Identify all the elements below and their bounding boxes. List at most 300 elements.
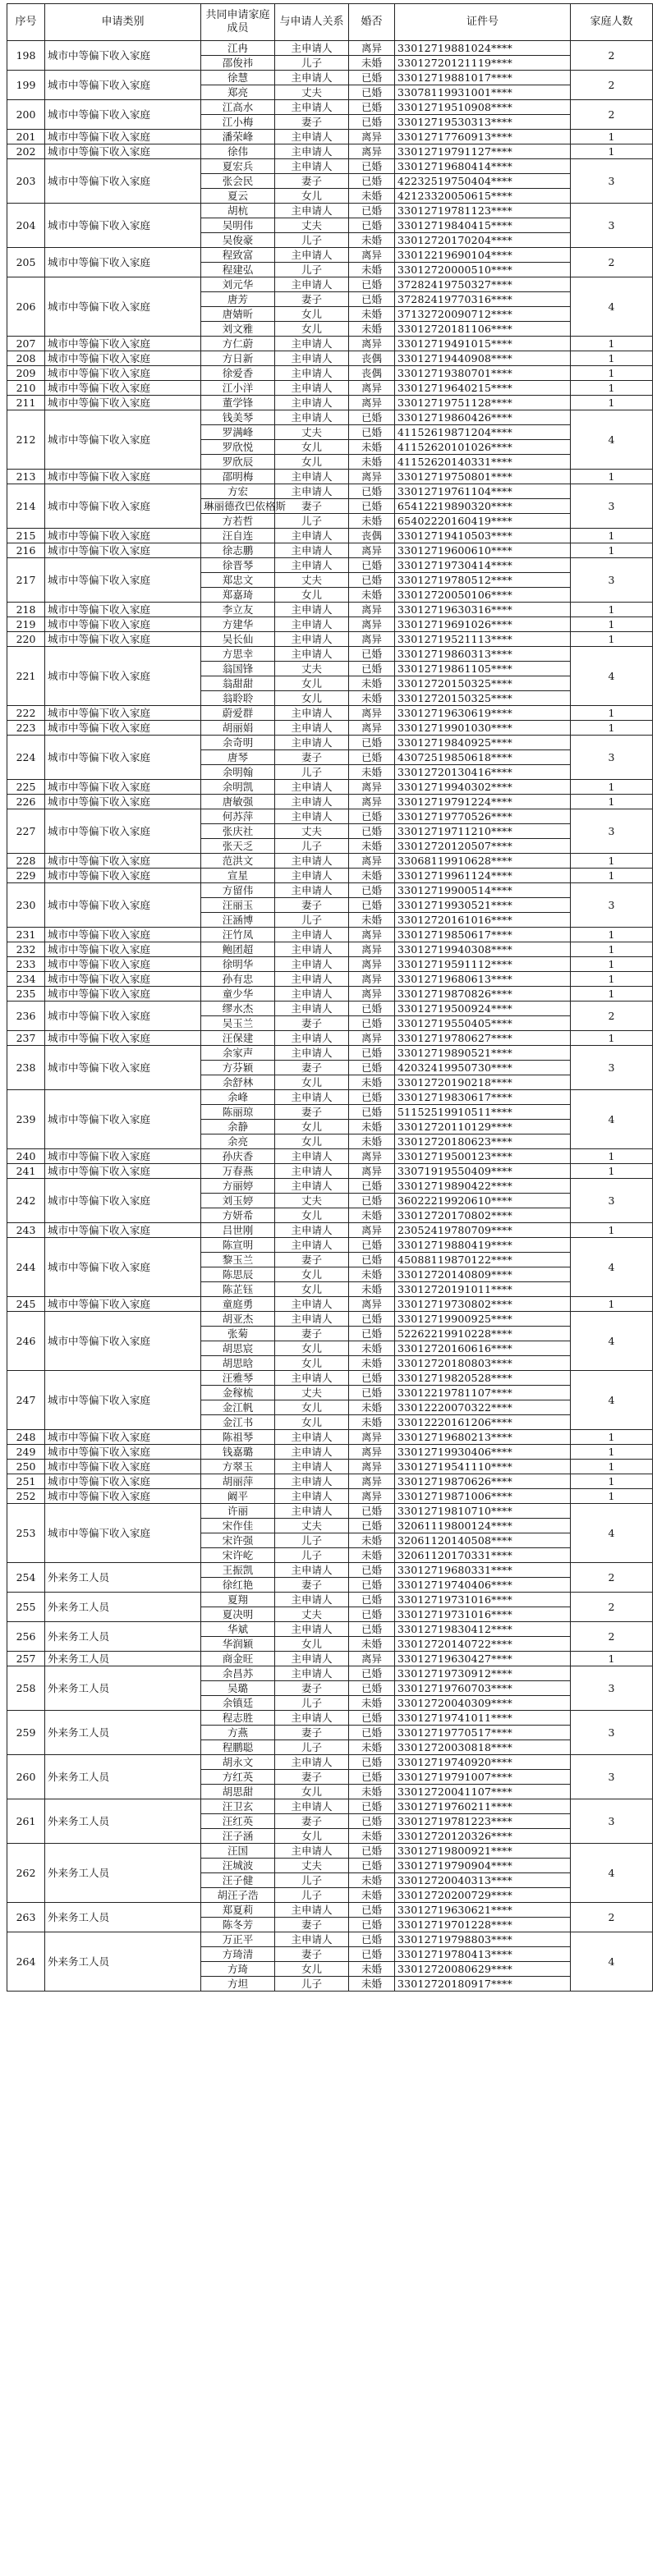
id-number-cell: 33012719521113**** <box>395 632 571 647</box>
member-name-cell: 方仁蔚 <box>201 337 275 351</box>
serial-cell: 255 <box>7 1593 45 1622</box>
id-number-cell: 33012719761104**** <box>395 484 571 499</box>
member-name-cell: 张会民 <box>201 174 275 189</box>
category-cell: 外来务工人员 <box>45 1666 201 1711</box>
table-row <box>7 1932 653 1947</box>
marital-status-cell: 离异 <box>349 144 395 159</box>
member-name-cell: 华斌 <box>201 1622 275 1637</box>
member-name-cell: 宋许屹 <box>201 1548 275 1563</box>
relation-cell: 儿子 <box>275 1548 349 1563</box>
id-number-cell: 33012719410503**** <box>395 529 571 543</box>
relation-cell: 女儿 <box>275 1120 349 1134</box>
serial-cell: 253 <box>7 1504 45 1563</box>
category-cell: 城市中等偏下收入家庭 <box>45 1312 201 1371</box>
family-size-cell: 4 <box>571 647 653 706</box>
relation-cell: 主申请人 <box>275 1312 349 1327</box>
family-size-cell: 3 <box>571 1799 653 1844</box>
id-number-cell: 42032419950730**** <box>395 1061 571 1075</box>
relation-cell: 儿子 <box>275 913 349 928</box>
member-name-cell: 张庆社 <box>201 824 275 839</box>
marital-status-cell: 离异 <box>349 248 395 263</box>
marital-status-cell: 离异 <box>349 396 395 410</box>
relation-cell: 妻子 <box>275 1016 349 1031</box>
relation-cell: 妻子 <box>275 1726 349 1740</box>
relation-cell: 丈夫 <box>275 573 349 588</box>
id-number-cell: 33012720121119**** <box>395 56 571 71</box>
relation-cell: 丈夫 <box>275 1194 349 1208</box>
table-body <box>7 41 653 1992</box>
relation-cell: 儿子 <box>275 1696 349 1711</box>
member-name-cell: 夏宏兵 <box>201 159 275 174</box>
category-cell: 城市中等偏下收入家庭 <box>45 1297 201 1312</box>
category-cell: 城市中等偏下收入家庭 <box>45 854 201 869</box>
serial-cell: 205 <box>7 248 45 277</box>
relation-cell: 主申请人 <box>275 1666 349 1681</box>
member-name-cell: 徐慧 <box>201 71 275 85</box>
family-size-cell: 3 <box>571 204 653 248</box>
category-cell: 外来务工人员 <box>45 1755 201 1799</box>
relation-cell: 妻子 <box>275 1770 349 1785</box>
member-name-cell: 吕世刚 <box>201 1223 275 1238</box>
category-cell: 城市中等偏下收入家庭 <box>45 529 201 543</box>
member-name-cell: 余舒林 <box>201 1075 275 1090</box>
id-number-cell: 33012719791224**** <box>395 795 571 809</box>
member-name-cell: 程致富 <box>201 248 275 263</box>
marital-status-cell: 已婚 <box>349 1755 395 1770</box>
member-name-cell: 陈思辰 <box>201 1267 275 1282</box>
relation-cell: 女儿 <box>275 1829 349 1844</box>
marital-status-cell: 未婚 <box>349 440 395 455</box>
marital-status-cell: 已婚 <box>349 647 395 662</box>
relation-cell: 主申请人 <box>275 632 349 647</box>
table-row <box>7 529 653 543</box>
family-size-cell: 1 <box>571 869 653 883</box>
id-number-cell: 42232519750404**** <box>395 174 571 189</box>
marital-status-cell: 已婚 <box>349 1090 395 1105</box>
family-size-cell: 1 <box>571 337 653 351</box>
marital-status-cell: 未婚 <box>349 1120 395 1134</box>
member-name-cell: 吴长仙 <box>201 632 275 647</box>
member-name-cell: 徐志鹏 <box>201 543 275 558</box>
member-name-cell: 汪自连 <box>201 529 275 543</box>
table-row <box>7 1652 653 1666</box>
family-size-cell: 4 <box>571 1090 653 1149</box>
id-number-cell: 36022219920610**** <box>395 1194 571 1208</box>
id-number-cell: 33012220161206**** <box>395 1415 571 1430</box>
relation-cell: 女儿 <box>275 322 349 337</box>
relation-cell: 主申请人 <box>275 1430 349 1445</box>
member-name-cell: 程建弘 <box>201 263 275 277</box>
category-cell: 城市中等偏下收入家庭 <box>45 721 201 736</box>
category-cell: 城市中等偏下收入家庭 <box>45 1149 201 1164</box>
serial-cell: 216 <box>7 543 45 558</box>
id-number-cell: 33012719861105**** <box>395 662 571 676</box>
id-number-cell: 33012719830617**** <box>395 1090 571 1105</box>
family-size-cell: 2 <box>571 41 653 71</box>
marital-status-cell: 已婚 <box>349 573 395 588</box>
table-row <box>7 1666 653 1681</box>
marital-status-cell: 未婚 <box>349 1400 395 1415</box>
id-number-cell: 33012720140722**** <box>395 1637 571 1652</box>
family-size-cell: 4 <box>571 277 653 337</box>
category-cell: 城市中等偏下收入家庭 <box>45 972 201 987</box>
category-cell: 城市中等偏下收入家庭 <box>45 1090 201 1149</box>
marital-status-cell: 离异 <box>349 795 395 809</box>
relation-cell: 主申请人 <box>275 942 349 957</box>
id-number-cell: 33012719830412**** <box>395 1622 571 1637</box>
member-name-cell: 张菊 <box>201 1327 275 1341</box>
table-row <box>7 1312 653 1327</box>
member-name-cell: 翁国锋 <box>201 662 275 676</box>
family-size-cell: 1 <box>571 144 653 159</box>
member-name-cell: 江小梅 <box>201 115 275 130</box>
member-name-cell: 夏云 <box>201 189 275 204</box>
relation-cell: 妻子 <box>275 1918 349 1932</box>
id-number-cell: 33012719691026**** <box>395 617 571 632</box>
member-name-cell: 余亮 <box>201 1134 275 1149</box>
id-number-cell: 33012719940308**** <box>395 942 571 957</box>
family-size-cell: 3 <box>571 1711 653 1755</box>
member-name-cell: 方翠玉 <box>201 1460 275 1474</box>
marital-status-cell: 已婚 <box>349 558 395 573</box>
header-category: 申请类别 <box>45 4 201 41</box>
family-size-cell: 1 <box>571 972 653 987</box>
relation-cell: 丈夫 <box>275 1519 349 1533</box>
marital-status-cell: 未婚 <box>349 514 395 529</box>
member-name-cell: 徐伟 <box>201 144 275 159</box>
table-row <box>7 1371 653 1386</box>
family-size-cell: 4 <box>571 410 653 470</box>
relation-cell: 主申请人 <box>275 1844 349 1859</box>
id-number-cell: 33012719780413**** <box>395 1947 571 1962</box>
category-cell: 城市中等偏下收入家庭 <box>45 1430 201 1445</box>
member-name-cell: 方宏 <box>201 484 275 499</box>
id-number-cell: 33012719701228**** <box>395 1918 571 1932</box>
family-size-cell: 1 <box>571 854 653 869</box>
table-row <box>7 130 653 144</box>
category-cell: 外来务工人员 <box>45 1652 201 1666</box>
id-number-cell: 33012719630621**** <box>395 1903 571 1918</box>
id-number-cell: 33012719940302**** <box>395 780 571 795</box>
marital-status-cell: 离异 <box>349 41 395 56</box>
family-size-cell: 1 <box>571 795 653 809</box>
marital-status-cell: 未婚 <box>349 307 395 322</box>
marital-status-cell: 已婚 <box>349 1046 395 1061</box>
id-number-cell: 33012719760703**** <box>395 1681 571 1696</box>
marital-status-cell: 离异 <box>349 987 395 1002</box>
serial-cell: 218 <box>7 603 45 617</box>
relation-cell: 女儿 <box>275 1134 349 1149</box>
marital-status-cell: 已婚 <box>349 1253 395 1267</box>
family-size-cell: 4 <box>571 1312 653 1371</box>
marital-status-cell: 已婚 <box>349 1238 395 1253</box>
relation-cell: 女儿 <box>275 1415 349 1430</box>
relation-cell: 主申请人 <box>275 1460 349 1474</box>
relation-cell: 妻子 <box>275 1814 349 1829</box>
table-row <box>7 1622 653 1637</box>
serial-cell: 222 <box>7 706 45 721</box>
relation-cell: 妻子 <box>275 1681 349 1696</box>
member-name-cell: 张天乏 <box>201 839 275 854</box>
marital-status-cell: 已婚 <box>349 883 395 898</box>
serial-cell: 234 <box>7 972 45 987</box>
table-row <box>7 1430 653 1445</box>
id-number-cell: 33012720150325**** <box>395 691 571 706</box>
serial-cell: 202 <box>7 144 45 159</box>
member-name-cell: 徐晋琴 <box>201 558 275 573</box>
table-row <box>7 1031 653 1046</box>
relation-cell: 主申请人 <box>275 100 349 115</box>
member-name-cell: 余昌苏 <box>201 1666 275 1681</box>
relation-cell: 儿子 <box>275 765 349 780</box>
member-name-cell: 吴明伟 <box>201 218 275 233</box>
member-name-cell: 何苏萍 <box>201 809 275 824</box>
family-size-cell: 2 <box>571 1593 653 1622</box>
serial-cell: 257 <box>7 1652 45 1666</box>
marital-status-cell: 已婚 <box>349 1578 395 1593</box>
relation-cell: 主申请人 <box>275 1799 349 1814</box>
family-size-cell: 1 <box>571 1164 653 1179</box>
relation-cell: 主申请人 <box>275 543 349 558</box>
member-name-cell: 陈祖琴 <box>201 1430 275 1445</box>
serial-cell: 217 <box>7 558 45 603</box>
family-size-cell: 1 <box>571 928 653 942</box>
member-name-cell: 程鹏聪 <box>201 1740 275 1755</box>
category-cell: 外来务工人员 <box>45 1903 201 1932</box>
relation-cell: 主申请人 <box>275 854 349 869</box>
member-name-cell: 翁甜甜 <box>201 676 275 691</box>
id-number-cell: 33012720191011**** <box>395 1282 571 1297</box>
table-row <box>7 647 653 662</box>
marital-status-cell: 已婚 <box>349 1947 395 1962</box>
relation-cell: 主申请人 <box>275 883 349 898</box>
marital-status-cell: 离异 <box>349 1031 395 1046</box>
table-row <box>7 543 653 558</box>
relation-cell: 主申请人 <box>275 41 349 56</box>
id-number-cell: 33012719900925**** <box>395 1312 571 1327</box>
relation-cell: 女儿 <box>275 1400 349 1415</box>
header-members: 共同申请家庭成员 <box>201 4 275 41</box>
member-name-cell: 刘玉婷 <box>201 1194 275 1208</box>
marital-status-cell: 已婚 <box>349 204 395 218</box>
id-number-cell: 33012719770517**** <box>395 1726 571 1740</box>
member-name-cell: 郑嘉琦 <box>201 588 275 603</box>
member-name-cell: 汪国 <box>201 1844 275 1859</box>
member-name-cell: 刘元华 <box>201 277 275 292</box>
member-name-cell: 万春燕 <box>201 1164 275 1179</box>
relation-cell: 丈夫 <box>275 662 349 676</box>
serial-cell: 244 <box>7 1238 45 1297</box>
id-number-cell: 33012719901030**** <box>395 721 571 736</box>
category-cell: 城市中等偏下收入家庭 <box>45 617 201 632</box>
member-name-cell: 唐敏强 <box>201 795 275 809</box>
relation-cell: 主申请人 <box>275 396 349 410</box>
marital-status-cell: 已婚 <box>349 1918 395 1932</box>
relation-cell: 女儿 <box>275 588 349 603</box>
serial-cell: 231 <box>7 928 45 942</box>
table-row <box>7 780 653 795</box>
category-cell: 城市中等偏下收入家庭 <box>45 470 201 484</box>
serial-cell: 241 <box>7 1164 45 1179</box>
marital-status-cell: 未婚 <box>349 1696 395 1711</box>
id-number-cell: 33012720120326**** <box>395 1829 571 1844</box>
marital-status-cell: 已婚 <box>349 1016 395 1031</box>
category-cell: 城市中等偏下收入家庭 <box>45 337 201 351</box>
marital-status-cell: 已婚 <box>349 1607 395 1622</box>
serial-cell: 261 <box>7 1799 45 1844</box>
marital-status-cell: 离异 <box>349 543 395 558</box>
serial-cell: 264 <box>7 1932 45 1992</box>
id-number-cell: 33012720080629**** <box>395 1962 571 1977</box>
table-row <box>7 1297 653 1312</box>
category-cell: 外来务工人员 <box>45 1711 201 1755</box>
table-row <box>7 558 653 573</box>
id-number-cell: 33012720050106**** <box>395 588 571 603</box>
id-number-cell: 33012719731016**** <box>395 1607 571 1622</box>
table-row <box>7 617 653 632</box>
table-row <box>7 277 653 292</box>
member-name-cell: 唐琴 <box>201 750 275 765</box>
member-name-cell: 胡永文 <box>201 1755 275 1770</box>
marital-status-cell: 离异 <box>349 721 395 736</box>
relation-cell: 主申请人 <box>275 1622 349 1637</box>
relation-cell: 女儿 <box>275 1282 349 1297</box>
serial-cell: 213 <box>7 470 45 484</box>
id-number-cell: 33012719530313**** <box>395 115 571 130</box>
id-number-cell: 33012719640215**** <box>395 381 571 396</box>
relation-cell: 主申请人 <box>275 410 349 425</box>
marital-status-cell: 离异 <box>349 1297 395 1312</box>
id-number-cell: 33012719630427**** <box>395 1652 571 1666</box>
relation-cell: 主申请人 <box>275 248 349 263</box>
member-name-cell: 蔚爱群 <box>201 706 275 721</box>
serial-cell: 199 <box>7 71 45 100</box>
table-row <box>7 987 653 1002</box>
marital-status-cell: 未婚 <box>349 588 395 603</box>
relation-cell: 女儿 <box>275 1267 349 1282</box>
family-size-cell: 1 <box>571 1430 653 1445</box>
relation-cell: 主申请人 <box>275 1090 349 1105</box>
member-name-cell: 汪雅琴 <box>201 1371 275 1386</box>
id-number-cell: 33012719751128**** <box>395 396 571 410</box>
category-cell: 外来务工人员 <box>45 1563 201 1593</box>
marital-status-cell: 未婚 <box>349 455 395 470</box>
relation-cell: 主申请人 <box>275 972 349 987</box>
relation-cell: 妻子 <box>275 499 349 514</box>
category-cell: 城市中等偏下收入家庭 <box>45 957 201 972</box>
relation-cell: 主申请人 <box>275 159 349 174</box>
id-number-cell: 33012719840415**** <box>395 218 571 233</box>
family-size-cell: 4 <box>571 1844 653 1903</box>
serial-cell: 256 <box>7 1622 45 1652</box>
category-cell: 城市中等偏下收入家庭 <box>45 410 201 470</box>
header-marital: 婚否 <box>349 4 395 41</box>
relation-cell: 主申请人 <box>275 337 349 351</box>
member-name-cell: 方红英 <box>201 1770 275 1785</box>
relation-cell: 主申请人 <box>275 1445 349 1460</box>
marital-status-cell: 已婚 <box>349 1312 395 1327</box>
member-name-cell: 方琦清 <box>201 1947 275 1962</box>
marital-status-cell: 已婚 <box>349 100 395 115</box>
member-name-cell: 吴璐 <box>201 1681 275 1696</box>
serial-cell: 210 <box>7 381 45 396</box>
id-number-cell: 42123320050615**** <box>395 189 571 204</box>
relation-cell: 主申请人 <box>275 351 349 366</box>
table-row <box>7 204 653 218</box>
serial-cell: 221 <box>7 647 45 706</box>
family-size-cell: 1 <box>571 1460 653 1474</box>
serial-cell: 245 <box>7 1297 45 1312</box>
serial-cell: 258 <box>7 1666 45 1711</box>
member-name-cell: 胡杭 <box>201 204 275 218</box>
marital-status-cell: 离异 <box>349 337 395 351</box>
marital-status-cell: 未婚 <box>349 1208 395 1223</box>
id-number-cell: 33012719730414**** <box>395 558 571 573</box>
id-number-cell: 33012720170204**** <box>395 233 571 248</box>
id-number-cell: 23052419780709**** <box>395 1223 571 1238</box>
id-number-cell: 33012720110129**** <box>395 1120 571 1134</box>
id-number-cell: 33068119910628**** <box>395 854 571 869</box>
marital-status-cell: 未婚 <box>349 322 395 337</box>
serial-cell: 204 <box>7 204 45 248</box>
member-name-cell: 胡汪子浩 <box>201 1888 275 1903</box>
marital-status-cell: 未婚 <box>349 1637 395 1652</box>
marital-status-cell: 已婚 <box>349 1799 395 1814</box>
serial-cell: 248 <box>7 1430 45 1445</box>
id-number-cell: 33012719730802**** <box>395 1297 571 1312</box>
member-name-cell: 童少华 <box>201 987 275 1002</box>
family-size-cell: 4 <box>571 1932 653 1992</box>
id-number-cell: 33012719781123**** <box>395 204 571 218</box>
relation-cell: 女儿 <box>275 1208 349 1223</box>
family-size-cell: 1 <box>571 1445 653 1460</box>
relation-cell: 女儿 <box>275 1075 349 1090</box>
id-number-cell: 33012719881017**** <box>395 71 571 85</box>
relation-cell: 主申请人 <box>275 1149 349 1164</box>
relation-cell: 女儿 <box>275 455 349 470</box>
relation-cell: 主申请人 <box>275 795 349 809</box>
member-name-cell: 许丽 <box>201 1504 275 1519</box>
relation-cell: 主申请人 <box>275 558 349 573</box>
member-name-cell: 缪水杰 <box>201 1002 275 1016</box>
category-cell: 城市中等偏下收入家庭 <box>45 277 201 337</box>
relation-cell: 主申请人 <box>275 130 349 144</box>
marital-status-cell: 离异 <box>349 942 395 957</box>
marital-status-cell: 未婚 <box>349 1267 395 1282</box>
id-number-cell: 33012720180917**** <box>395 1977 571 1992</box>
category-cell: 城市中等偏下收入家庭 <box>45 883 201 928</box>
id-number-cell: 52262219910228**** <box>395 1327 571 1341</box>
relation-cell: 主申请人 <box>275 617 349 632</box>
header-relation: 与申请人关系 <box>275 4 349 41</box>
header-family-size: 家庭人数 <box>571 4 653 41</box>
table-row <box>7 869 653 883</box>
category-cell: 外来务工人员 <box>45 1622 201 1652</box>
category-cell: 城市中等偏下收入家庭 <box>45 1179 201 1223</box>
table-row <box>7 854 653 869</box>
serial-cell: 252 <box>7 1489 45 1504</box>
serial-cell: 235 <box>7 987 45 1002</box>
family-size-cell: 4 <box>571 1504 653 1563</box>
category-cell: 城市中等偏下收入家庭 <box>45 381 201 396</box>
marital-status-cell: 未婚 <box>349 1977 395 1992</box>
id-number-cell: 33012719740406**** <box>395 1578 571 1593</box>
marital-status-cell: 已婚 <box>349 1563 395 1578</box>
member-name-cell: 江冉 <box>201 41 275 56</box>
serial-cell: 243 <box>7 1223 45 1238</box>
id-number-cell: 33012720181106**** <box>395 322 571 337</box>
marital-status-cell: 已婚 <box>349 1105 395 1120</box>
